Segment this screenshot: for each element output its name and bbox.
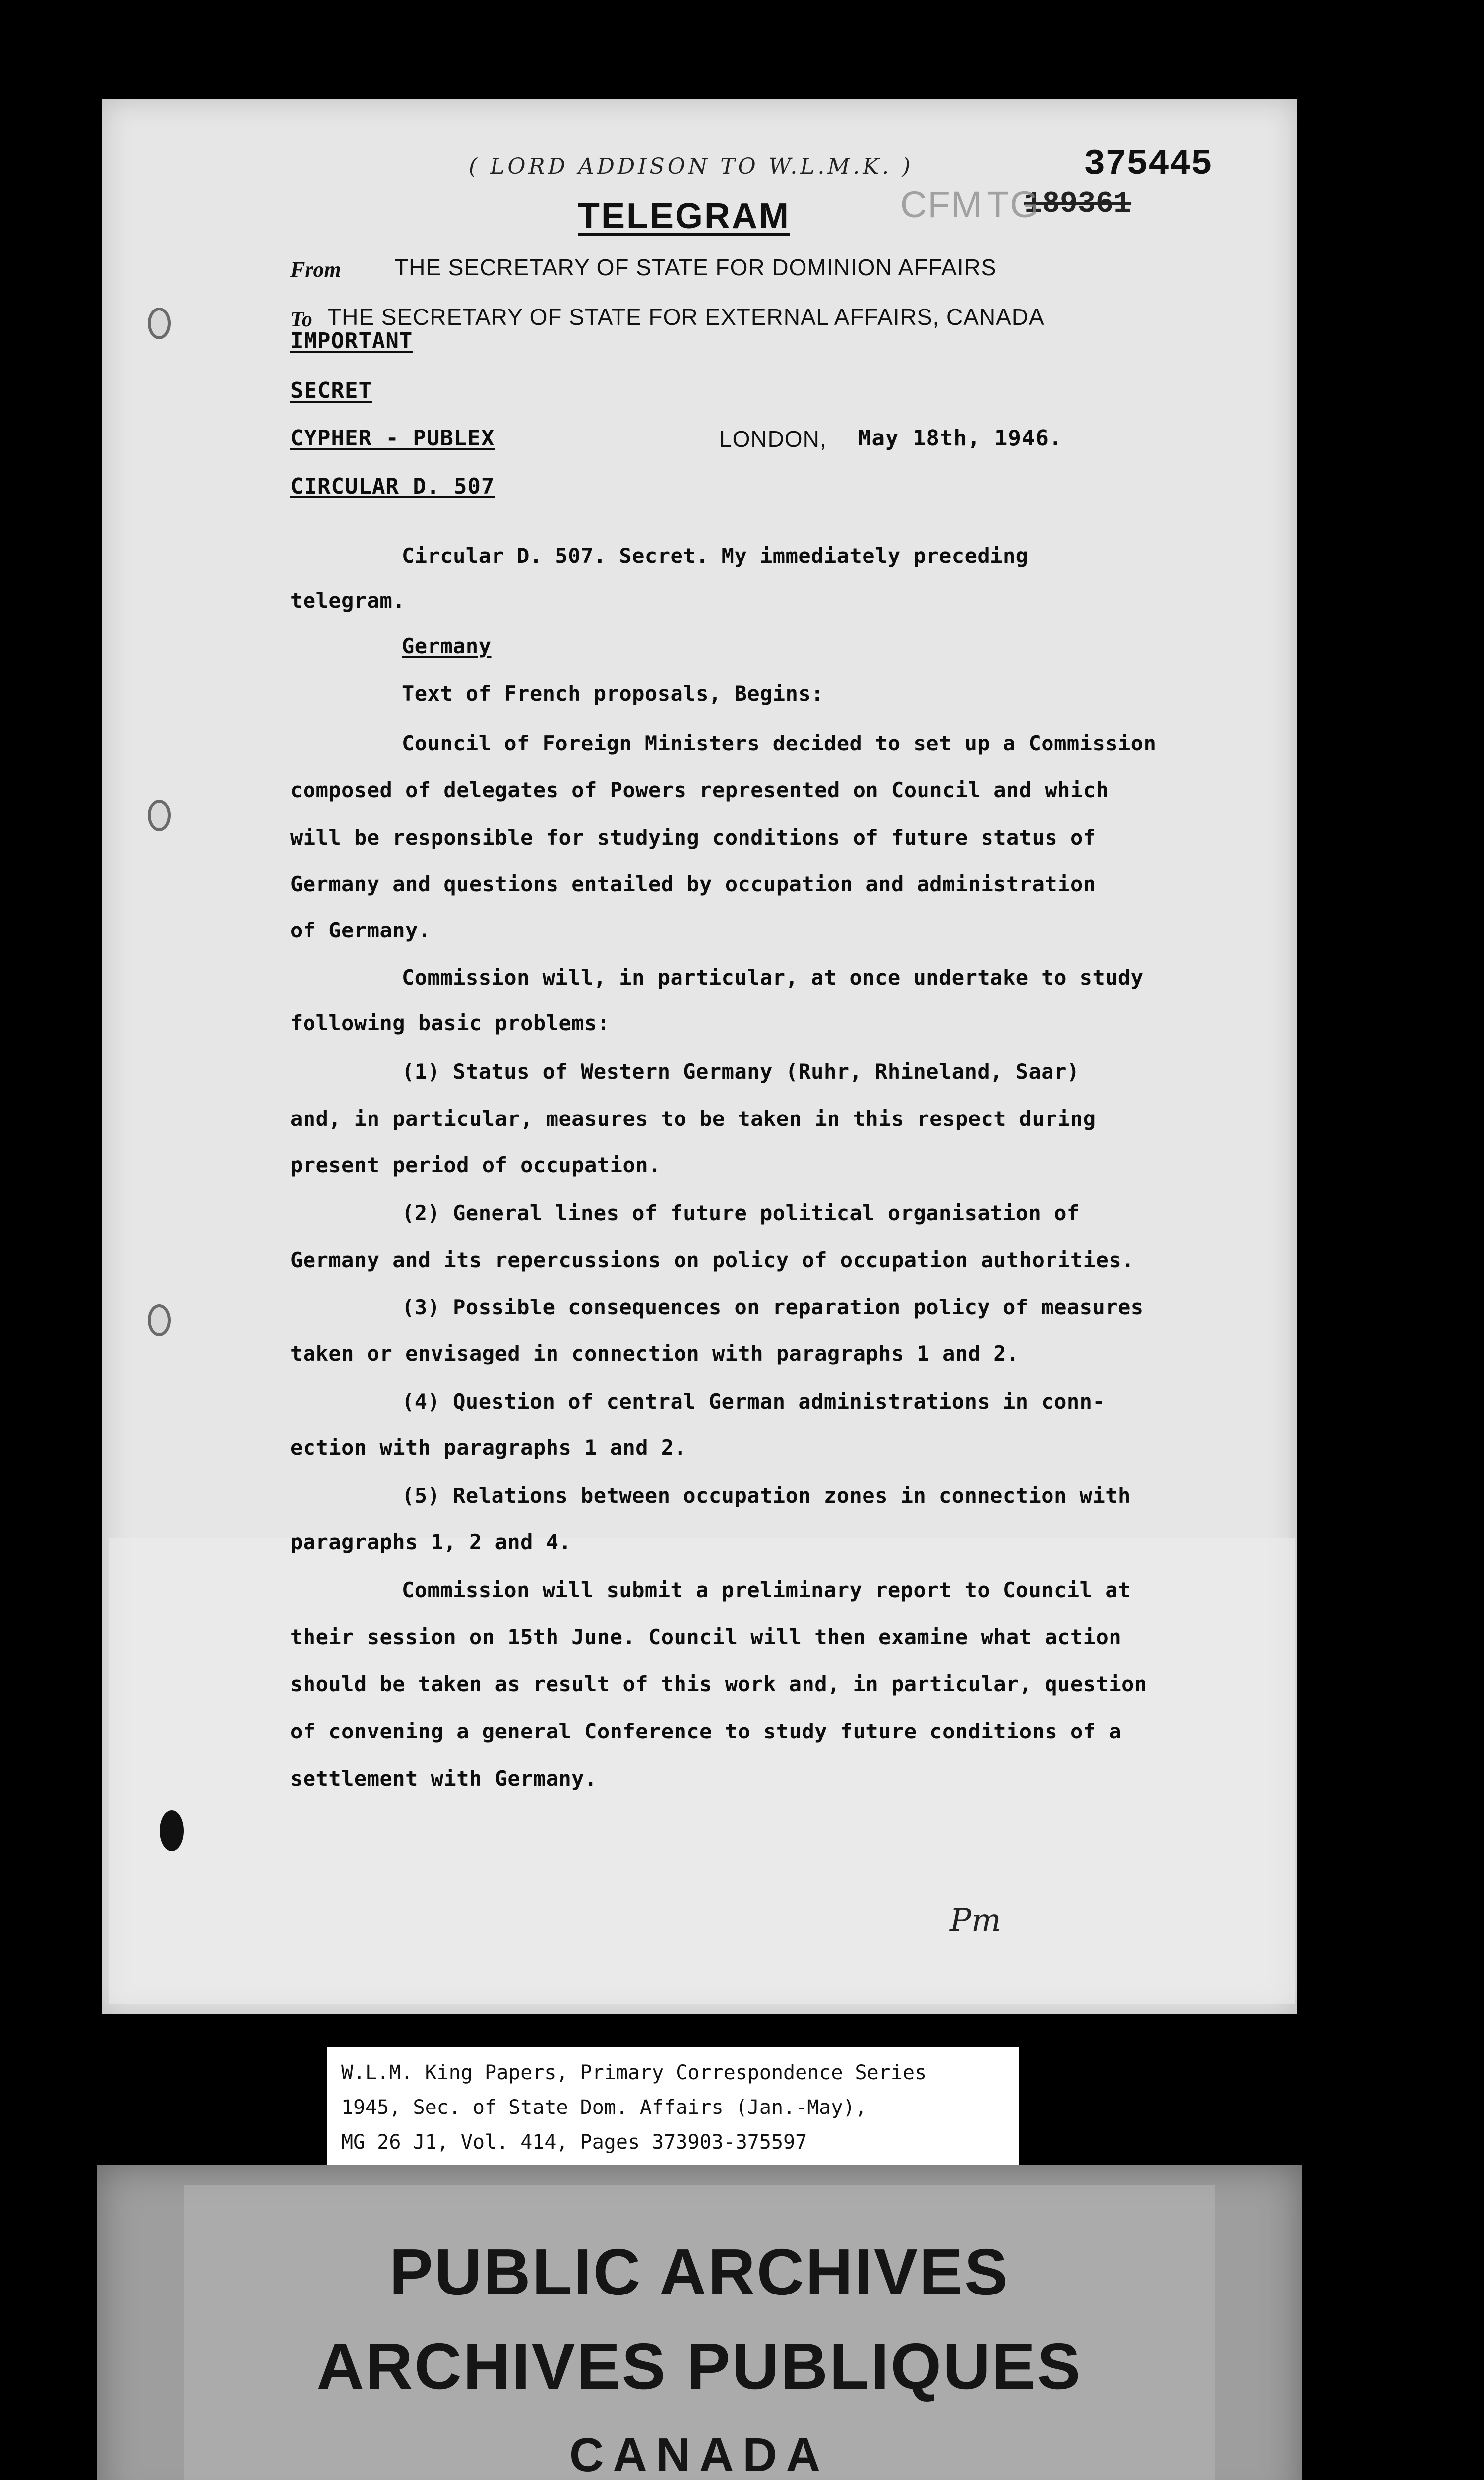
classification-label: SECRET — [290, 378, 372, 403]
caption-line: 1945, Sec. of State Dom. Affairs (Jan.-May), — [341, 2096, 867, 2119]
punch-hole-icon — [148, 800, 171, 831]
body-line: of Germany. — [290, 918, 431, 942]
body-line: Germany and questions entailed by occupation and administration — [290, 872, 1096, 896]
priority-label: IMPORTANT — [290, 328, 413, 354]
to-label: To — [290, 307, 312, 331]
punch-hole-icon — [148, 308, 171, 339]
handwritten-note: ( LORD ADDISON TO W.L.M.K. ) — [469, 154, 914, 179]
body-line: taken or envisaged in connection with paragraphs 1 and 2. — [290, 1341, 1019, 1365]
page-title: TELEGRAM — [578, 196, 790, 236]
handwritten-initials: Pm — [950, 1902, 1001, 1939]
body-line: Germany and its repercussions on policy of occupation authorities. — [290, 1248, 1134, 1272]
circular-label: CIRCULAR D. 507 — [290, 474, 495, 499]
body-line: Council of Foreign Ministers decided to set up a Commission — [402, 731, 1157, 755]
from-label: From — [290, 257, 341, 282]
body-line: (5) Relations between occupation zones in connection with — [402, 1484, 1131, 1508]
body-line: Circular D. 507. Secret. My immediately preceding — [402, 544, 1029, 568]
document-number: 375445 — [1084, 144, 1213, 185]
body-line: and, in particular, measures to be taken in this respect during — [290, 1107, 1096, 1131]
punch-hole-icon — [148, 1304, 171, 1336]
punch-hole-icon — [160, 1810, 184, 1851]
from-value: THE SECRETARY OF STATE FOR DOMINION AFFAIRS — [394, 254, 997, 280]
body-line: following basic problems: — [290, 1011, 610, 1035]
stamp-cfm: CFM — [900, 184, 983, 225]
body-line: Text of French proposals, Begins: — [402, 682, 824, 706]
body-line: paragraphs 1, 2 and 4. — [290, 1530, 572, 1554]
body-line: Commission will, in particular, at once undertake to study — [402, 965, 1144, 990]
body-line: composed of delegates of Powers represented on Council and which — [290, 778, 1109, 802]
page-overlap-strip — [109, 1538, 1295, 2004]
stamp-tg: TG — [987, 184, 1040, 225]
caption-line: W.L.M. King Papers, Primary Correspondence Series — [341, 2061, 927, 2084]
body-line: present period of occupation. — [290, 1153, 661, 1177]
body-line: Commission will submit a preliminary report to Council at — [402, 1578, 1131, 1602]
cypher-label: CYPHER - PUBLEX — [290, 426, 495, 451]
stamp — [900, 184, 1040, 226]
archive-label-card — [97, 2165, 1302, 2480]
archive-label-line: ARCHIVES PUBLIQUES — [316, 2330, 1082, 2403]
date-label: May 18th, 1946. — [858, 426, 1063, 451]
body-line: ection with paragraphs 1 and 2. — [290, 1435, 687, 1460]
caption-line: MG 26 J1, Vol. 414, Pages 373903-375597 — [341, 2131, 807, 2154]
body-line: (4) Question of central German administrations in conn- — [402, 1389, 1106, 1414]
to-value: THE SECRETARY OF STATE FOR EXTERNAL AFFAIRS, CANADA — [327, 304, 1045, 330]
body-line: should be taken as result of this work and, in particular, question — [290, 1672, 1147, 1696]
archive-label-line: CANADA — [569, 2428, 829, 2480]
body-line: settlement with Germany. — [290, 1766, 597, 1791]
body-line: (3) Possible consequences on reparation policy of measures — [402, 1295, 1144, 1319]
crossed-out-number: 189361 — [1024, 187, 1132, 221]
body-line: telegram. — [290, 588, 406, 613]
section-heading: Germany — [402, 634, 492, 658]
archive-label-line: PUBLIC ARCHIVES — [389, 2235, 1010, 2308]
body-line: will be responsible for studying conditions of future status of — [290, 825, 1096, 850]
body-line: their session on 15th June. Council will then examine what action — [290, 1625, 1122, 1649]
body-line: of convening a general Conference to study future conditions of a — [290, 1719, 1122, 1743]
archive-caption — [327, 2047, 1019, 2168]
body-line: (2) General lines of future political organisation of — [402, 1201, 1080, 1225]
body-line: (1) Status of Western Germany (Ruhr, Rhineland, Saar) — [402, 1059, 1080, 1084]
place-label: LONDON, — [719, 426, 827, 452]
